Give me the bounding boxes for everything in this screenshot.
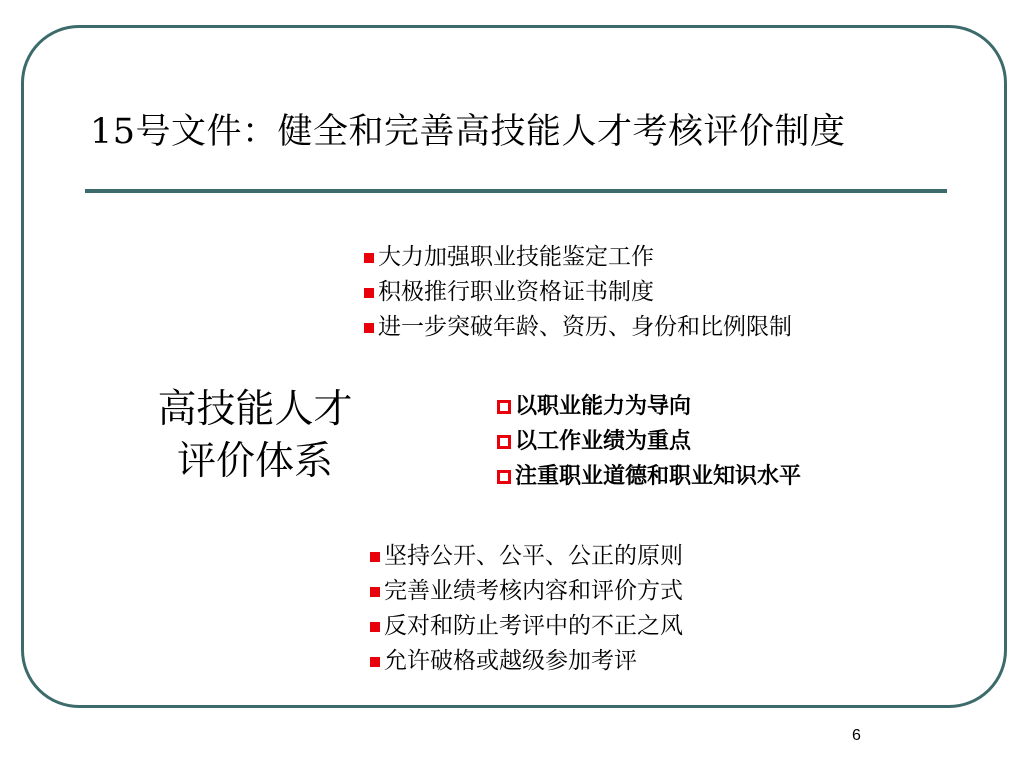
top-bullet-list bbox=[364, 240, 792, 345]
hollow-square-bullet-icon bbox=[497, 435, 511, 449]
list-item bbox=[497, 424, 801, 459]
list-item-text: 注重职业道德和职业知识水平 bbox=[515, 464, 802, 489]
filled-square-bullet-icon bbox=[364, 253, 374, 263]
title-divider bbox=[85, 189, 947, 193]
filled-square-bullet-icon bbox=[364, 323, 374, 333]
list-item-text: 反对和防止考评中的不正之风 bbox=[384, 613, 683, 639]
bottom-bullet-list bbox=[370, 539, 683, 679]
list-item bbox=[364, 310, 792, 345]
middle-bullet-list bbox=[497, 389, 801, 494]
center-heading bbox=[130, 384, 380, 488]
list-item-text: 进一步突破年龄、资历、身份和比例限制 bbox=[378, 314, 792, 340]
hollow-square-bullet-icon bbox=[497, 470, 511, 484]
filled-square-bullet-icon bbox=[370, 587, 380, 597]
list-item bbox=[364, 240, 792, 275]
list-item bbox=[497, 389, 801, 424]
filled-square-bullet-icon bbox=[370, 552, 380, 562]
list-item bbox=[364, 275, 792, 310]
filled-square-bullet-icon bbox=[370, 622, 380, 632]
list-item-text: 完善业绩考核内容和评价方式 bbox=[384, 578, 683, 604]
list-item-text: 以职业能力为导向 bbox=[515, 394, 692, 419]
list-item bbox=[370, 609, 683, 644]
slide-title: 15号文件：健全和完善高技能人才考核评价制度 bbox=[90, 112, 846, 152]
list-item-text: 积极推行职业资格证书制度 bbox=[378, 279, 654, 305]
filled-square-bullet-icon bbox=[370, 657, 380, 667]
list-item bbox=[497, 459, 801, 494]
list-item-text: 以工作业绩为重点 bbox=[515, 429, 692, 454]
page-number: 6 bbox=[852, 727, 861, 744]
list-item-text: 大力加强职业技能鉴定工作 bbox=[378, 244, 654, 270]
list-item bbox=[370, 539, 683, 574]
center-heading-line: 高技能人才 bbox=[157, 387, 353, 432]
list-item bbox=[370, 644, 683, 679]
list-item bbox=[370, 574, 683, 609]
center-heading-line: 评价体系 bbox=[176, 439, 333, 484]
filled-square-bullet-icon bbox=[364, 288, 374, 298]
list-item-text: 允许破格或越级参加考评 bbox=[384, 648, 637, 674]
hollow-square-bullet-icon bbox=[497, 400, 511, 414]
list-item-text: 坚持公开、公平、公正的原则 bbox=[384, 543, 683, 569]
